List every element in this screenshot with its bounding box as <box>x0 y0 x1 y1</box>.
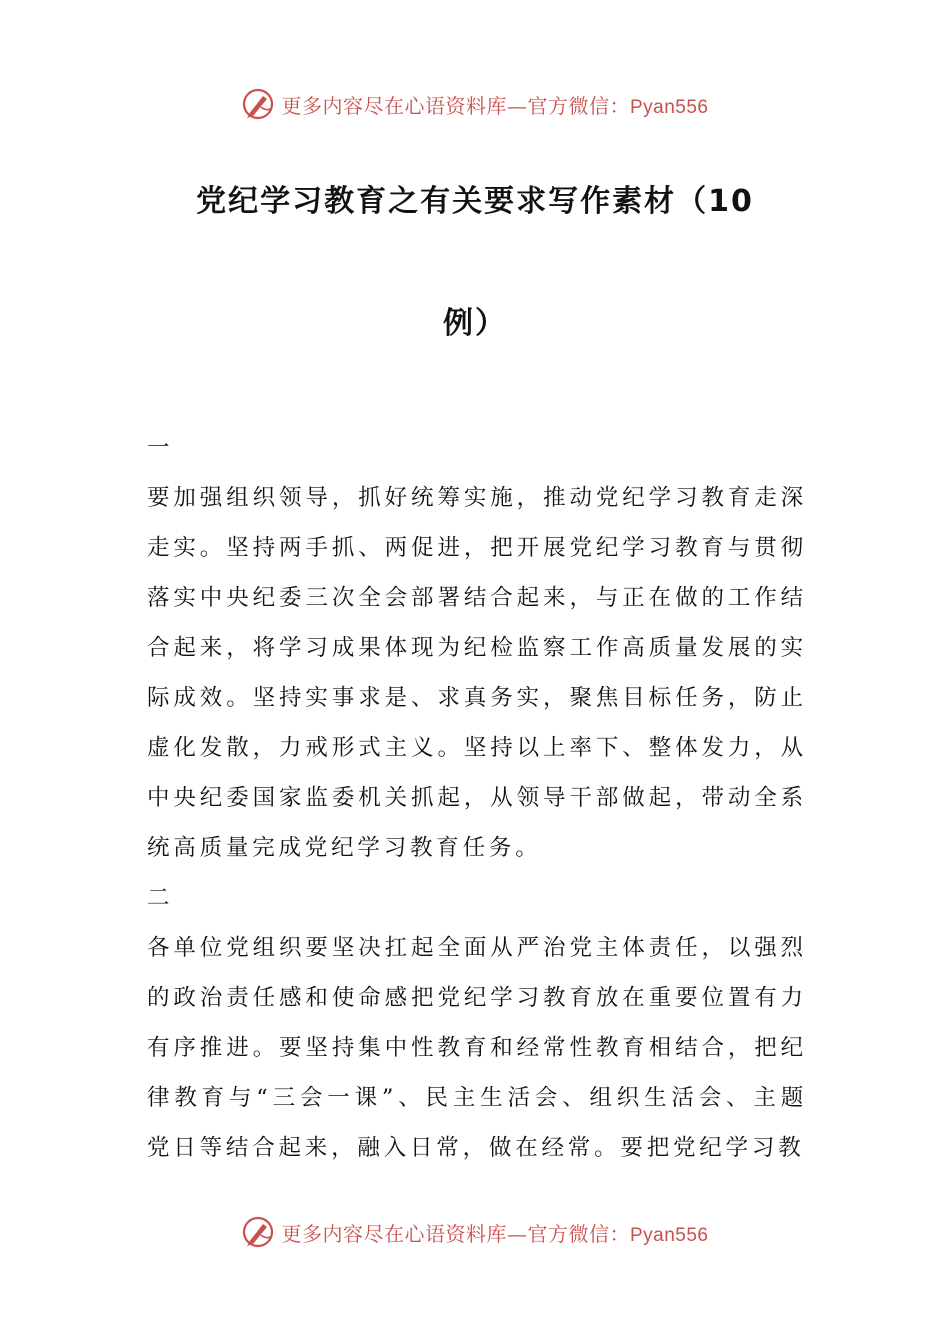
header-watermark <box>0 84 950 124</box>
document-title-line-1: 党纪学习教育之有关要求写作素材（10 <box>196 184 754 219</box>
section-heading: 一 <box>147 435 174 461</box>
section-heading: 二 <box>147 885 174 911</box>
section-paragraph: 要加强组织领导，抓好统筹实施，推动党纪学习教育走深走实。坚持两手抓、两促进，把开展党纪学习教育与贯彻落实中央纪委三次全会部署结合起来，与正在做的工作结合起来，将学习成果体现为纪检监察工作高质量发展的实际成效。坚持实事求是、求真务实，聚焦目标任务，防止虚化发散，力戒形式主义。坚持以上率下、整体发力，从中央纪委国家监委机关抓起，从领导干部做起，带动全系统高质量完成党纪学习教育任务。 <box>147 485 807 861</box>
section-paragraph: 各单位党组织要坚决扛起全面从严治党主体责任，以强烈的政治责任感和使命感把党纪学习教育放在重要位置有力有序推进。要坚持集中性教育和经常性教育相结合，把纪律教育与“三会一课”、民主生活会、组织生活会、主题党日等结合起来，融入日常，做在经常。要把党纪学习教 <box>147 935 807 1161</box>
document-title-line-2: 例） <box>443 306 507 341</box>
watermark-text: 更多内容尽在心语资料库—官方微信：Pyan556 <box>281 1221 709 1246</box>
pen-logo-icon <box>241 87 275 121</box>
document-body <box>147 423 807 1173</box>
footer-watermark <box>0 1212 950 1252</box>
watermark-text: 更多内容尽在心语资料库—官方微信：Pyan556 <box>281 93 709 118</box>
pen-logo-icon <box>241 1215 275 1249</box>
